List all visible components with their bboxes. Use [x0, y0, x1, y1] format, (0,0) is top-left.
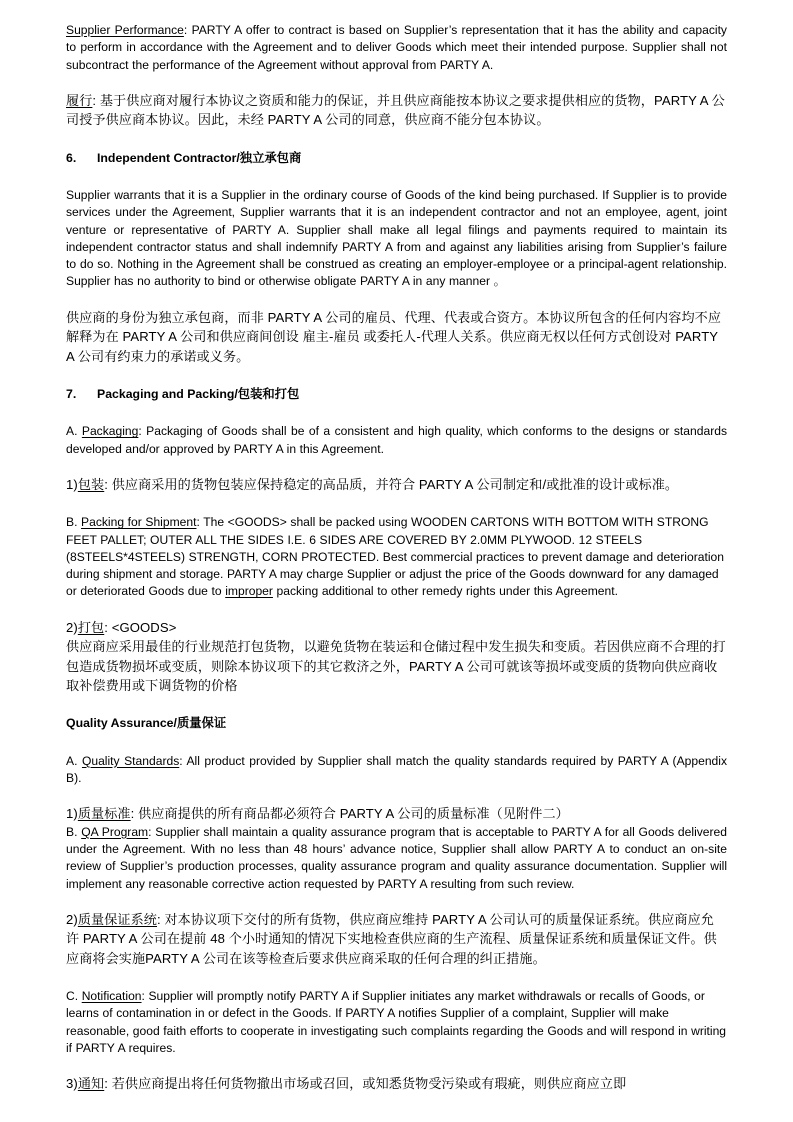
spacer — [66, 695, 727, 715]
paragraph-prefix: 2) — [66, 911, 78, 927]
paragraph-packaging-a-en — [66, 423, 727, 458]
paragraph-supplier-performance-zh — [66, 91, 727, 130]
spacer — [66, 458, 727, 475]
term-supplier-performance: Supplier Performance — [66, 23, 184, 37]
term-zhiliang-biaozhun: 质量标准 — [77, 806, 131, 822]
term-packing-for-shipment: Packing for Shipment — [81, 515, 197, 530]
paragraph-text: : 若供应商提出将任何货物撤出市场或召回，或知悉货物受污染或有瑕疵，则供应商应立即 — [104, 1076, 627, 1092]
spacer — [66, 130, 727, 150]
paragraph-prefix: 3) — [66, 1076, 78, 1092]
paragraph-independent-contractor-zh — [66, 308, 727, 366]
term-improper: improper — [225, 584, 273, 599]
spacer — [66, 494, 727, 514]
heading-number: 7. — [66, 387, 77, 401]
spacer — [66, 291, 727, 308]
term-quality-standards: Quality Standards — [81, 753, 180, 768]
paragraph-text: : The <GOODS> shall be packed using WOODEN CARTONS WITH BOTTOM WITH STRONG FEET PALLET; OUTER ALL THE SIDES I.E. 6 SIDES ARE COVERED BY 2.0MM PLYWOOD. 12 STEELS (8STEELS*4STEELS) STRENGTH, CORN PROTECTED. Best commercial practices to prevent damage and deterioration during shipment and storage. PARTY A may charge Supplier or adjust the price of the Goods downward for any damaged or deteriorated Goods due to — [66, 515, 724, 599]
heading-section-7 — [66, 386, 727, 403]
paragraph-independent-contractor-en — [66, 187, 727, 291]
spacer — [66, 167, 727, 187]
paragraph-text: : Packaging of Goods shall be of a consistent and high quality, which conforms to the designs or standards developed and/or approved by PARTY A in this Agreement. — [66, 424, 727, 456]
paragraph-prefix: 1) — [66, 806, 78, 822]
paragraph-text: Supplier warrants that it is a Supplier in the ordinary course of Goods of the kind being purchased. If Supplier is to provide services under the Agreement, Supplier warrants that it is an independent contractor and not an employee, agent, joint venture or representative of PARTY A. Supplier shall make all legal filings and payments required to maintain its independent contractor status and shall indemnify PARTY A from and against any liabilities arising from Supplier’s failure to do so. Nothing in the Agreement shall be construed as creating an employer-employee or a principal-agent relationship. Supplier has no authority to bind or otherwise obligate PARTY A in any manner 。 — [66, 188, 727, 289]
paragraph-text: : All product provided by Supplier shall match the quality standards required by PARTY A (Appendix B). — [66, 753, 728, 785]
paragraph-packaging-1-zh — [66, 475, 727, 494]
paragraph-prefix: B. — [66, 824, 82, 839]
paragraph-qa-a-en — [66, 753, 727, 788]
spacer — [66, 968, 727, 988]
paragraph-prefix: B. — [66, 515, 82, 530]
paragraph-prefix: 1) — [66, 476, 78, 492]
term-luxing: 履行 — [66, 92, 93, 108]
document-body — [66, 22, 727, 1094]
paragraph-text: : 基于供应商对履行本协议之资质和能力的保证，并且供应商能按本协议之要求提供相应的货物，PARTY A 公司授予供应商本协议。因此，未经 PARTY A 公司的同意，供应商不能分包本协议。 — [66, 92, 725, 128]
paragraph-qa-3-zh — [66, 1074, 727, 1093]
spacer — [66, 403, 727, 423]
spacer — [66, 1057, 727, 1074]
spacer — [66, 74, 727, 91]
paragraph-supplier-performance-en — [66, 22, 727, 74]
heading-text: Packaging and Packing/包装和打包 — [97, 387, 300, 401]
term-baozhuang: 包装 — [77, 476, 105, 492]
spacer — [66, 787, 727, 804]
paragraph-qa-2-zh — [66, 910, 727, 968]
paragraph-text: : Supplier shall maintain a quality assurance program that is acceptable to PARTY A for all Goods delivered under the Agreement. With no less than 48 hours’ advance notice, Supplier shall allow PARTY A to conduct an on-site review of Supplier’s production processes, quality assurance program and quality assurance documentation. Supplier will implement any reasonable corrective action requested by PARTY A resulting from such review. — [66, 824, 728, 891]
paragraph-prefix: A. — [66, 424, 82, 439]
term-packaging: Packaging — [81, 424, 139, 439]
heading-number: 6. — [66, 150, 77, 165]
spacer — [66, 893, 727, 910]
paragraph-text: : Supplier will promptly notify PARTY A if Supplier initiates any market withdrawals or recalls of Goods, or learns of contamination in or defect in the Goods. If PARTY A notifies Supplier of a complaint, Supplier will make reasonable, good faith efforts to cooperate in investigating such complaints regarding the Goods and will respond in writing if PARTY A requires. — [66, 989, 727, 1055]
heading-section-6 — [66, 150, 727, 167]
paragraph-prefix: A. — [66, 753, 82, 768]
paragraph-text: : 供应商提供的所有商品都必须符合 PARTY A 公司的质量标准（见附件二） — [130, 806, 569, 822]
spacer — [66, 733, 727, 753]
heading-text: Independent Contractor/独立承包商 — [97, 150, 302, 165]
heading-quality-assurance — [66, 715, 727, 732]
paragraph-text: : 供应商采用的货物包装应保持稳定的高品质，并符合 PARTY A 公司制定和/或批准的设计或标准。 — [104, 476, 679, 492]
term-zhiliang-baozheng-xitong: 质量保证系统 — [77, 911, 158, 927]
term-tongzhi: 通知 — [77, 1076, 105, 1092]
paragraph-packing-2-zh-body — [66, 637, 727, 695]
paragraph-qa-b-en — [66, 824, 727, 893]
paragraph-text: 供应商的身份为独立承包商，而非 PARTY A 公司的雇员、代理、代表或合资方。本协议所包含的任何内容均不应解释为在 PARTY A 公司和供应商间创设 雇主-雇员 或委托人-代理人关系。供应商无权以任何方式创设对 PARTY A 公司有约束力的承诺或义务。 — [66, 309, 722, 364]
term-qa-program: QA Program — [81, 824, 149, 839]
paragraph-text: : PARTY A offer to contract is based on Supplier’s representation that it has the ability and capacity to perform in accordance with the Agreement and to deliver Goods which meet their intended purpose. Supplier shall not subcontract the performance of the Agreement without approval from PARTY A. — [66, 23, 727, 72]
paragraph-text: : <GOODS> — [104, 619, 177, 635]
paragraph-packing-b-en — [66, 514, 727, 600]
paragraph-qa-1-zh — [66, 804, 727, 823]
spacer — [66, 601, 727, 618]
paragraph-text: : 对本协议项下交付的所有货物，供应商应维持 PARTY A 公司认可的质量保证系统。供应商应允许 PARTY A 公司在提前 48 个小时通知的情况下实地检查供应商的生产流程、质量保证系统和质量保证文件。供应商将会实施PARTY A 公司在该等检查后要求供应商采取的任何合理的纠正措施。 — [66, 911, 717, 966]
paragraph-text-after: packing additional to other remedy rights under this Agreement. — [272, 584, 618, 599]
spacer — [66, 366, 727, 386]
paragraph-prefix: C. — [66, 989, 82, 1004]
heading-text: Quality Assurance/质量保证 — [66, 716, 227, 731]
paragraph-qa-c-en — [66, 988, 727, 1057]
paragraph-packing-2-zh-head — [66, 618, 727, 637]
term-notification: Notification — [81, 989, 142, 1004]
paragraph-text: 供应商应采用最佳的行业规范打包货物，以避免货物在装运和仓储过程中发生损失和变质。若因供应商不合理的打包造成货物损坏或变质，则除本协议项下的其它救济之外，PARTY A 公司可就该等损坏或变质的货物向供应商收取补偿费用或下调货物的价格 — [66, 639, 726, 693]
paragraph-prefix: 2) — [66, 619, 78, 635]
term-dabao: 打包 — [77, 619, 105, 635]
